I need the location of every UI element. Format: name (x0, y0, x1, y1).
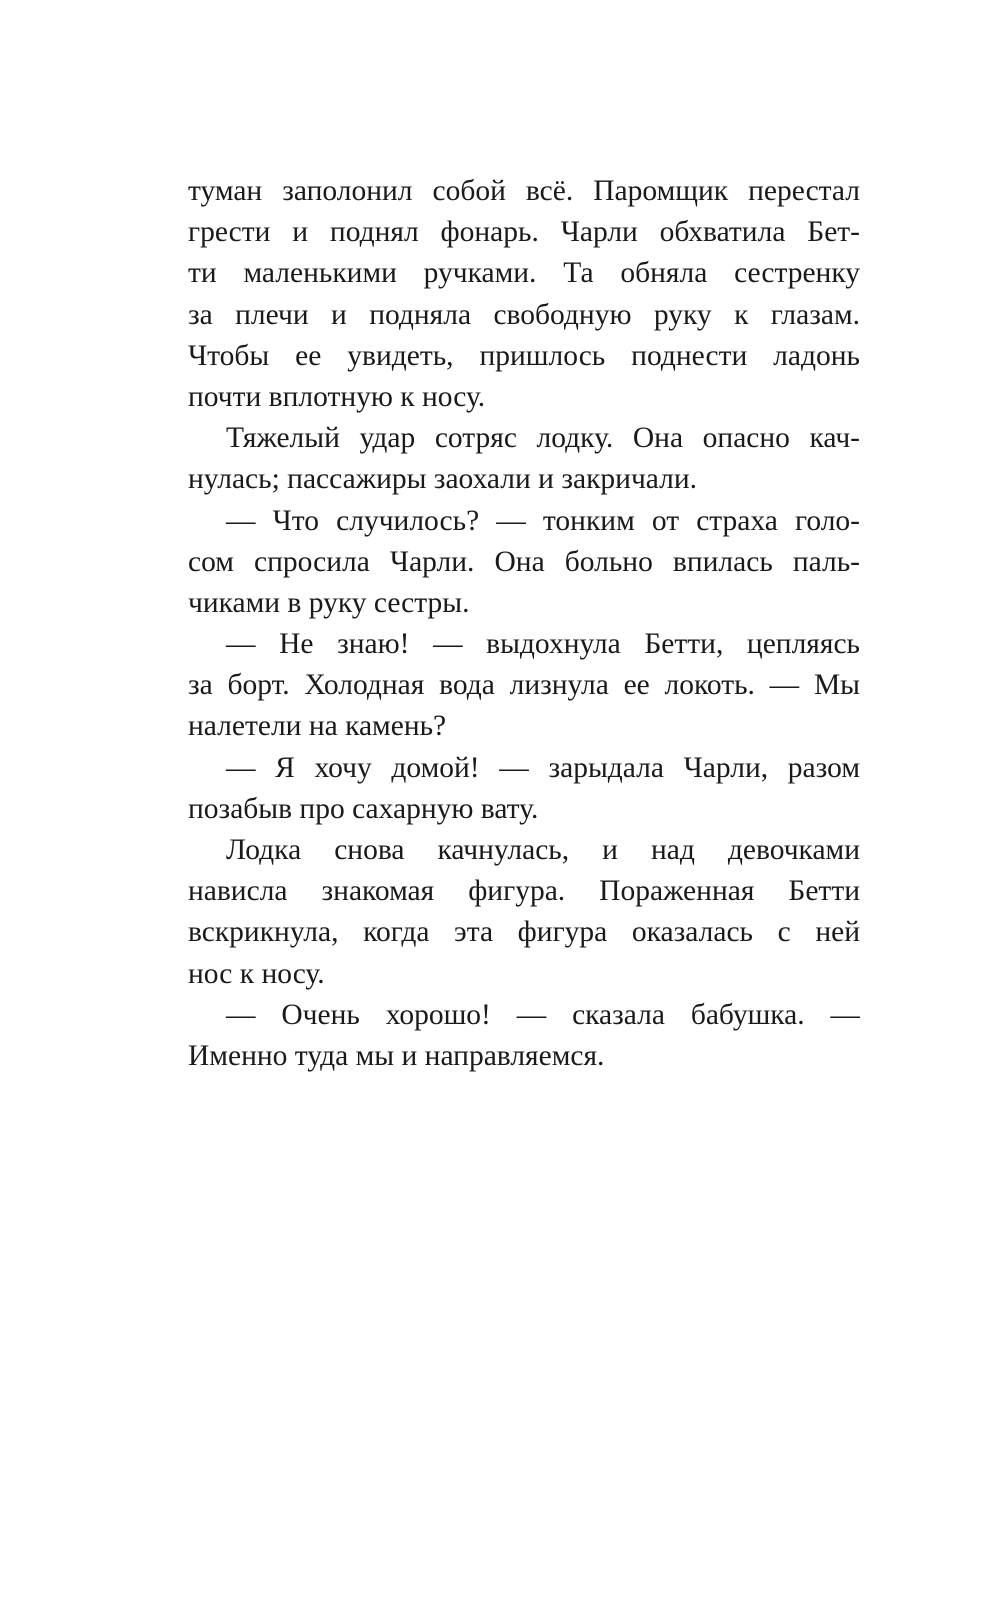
text-line: вскрикнула, когда эта фигура оказалась с ней (188, 916, 860, 949)
body-text (188, 171, 860, 1077)
text-line: за плечи и подняла свободную руку к глазам. (188, 298, 860, 331)
text-line: Чтобы ее увидеть, пришлось поднести ладонь (188, 339, 860, 372)
text-line: Тяжелый удар сотряс лодку. Она опасно кач- (226, 422, 860, 455)
text-line: грести и поднял фонарь. Чарли обхватила Бет- (188, 216, 860, 249)
text-line: — Что случилось? — тонким от страха голо- (226, 504, 860, 537)
text-line: туман заполонил собой всё. Паромщик перестал (188, 175, 860, 207)
text-line: чиками в руку сестры. (188, 586, 470, 619)
text-line: — Очень хорошо! — сказала бабушка. — (226, 998, 860, 1031)
text-line: налетели на камень? (188, 710, 447, 743)
text-line: ти маленькими ручками. Та обняла сестренку (188, 257, 860, 290)
text-line: нависла знакомая фигура. Пораженная Бетти (188, 875, 860, 908)
text-line: почти вплотную к носу. (188, 380, 486, 413)
text-line: — Я хочу домой! — зарыдала Чарли, разом (226, 751, 860, 784)
text-line: сом спросила Чарли. Она больно впилась паль- (188, 545, 860, 578)
text-line: позабыв про сахарную вату. (188, 792, 539, 825)
text-line: нулась; пассажиры заохали и закричали. (188, 463, 698, 496)
text-line: нос к носу. (188, 957, 325, 990)
text-line: — Не знаю! — выдохнула Бетти, цепляясь (226, 628, 860, 661)
text-line: Лодка снова качнулась, и над девочками (226, 834, 860, 866)
text-line: Именно туда мы и направляемся. (188, 1039, 605, 1072)
text-line: за борт. Холодная вода лизнула ее локоть. — Мы (188, 669, 860, 702)
